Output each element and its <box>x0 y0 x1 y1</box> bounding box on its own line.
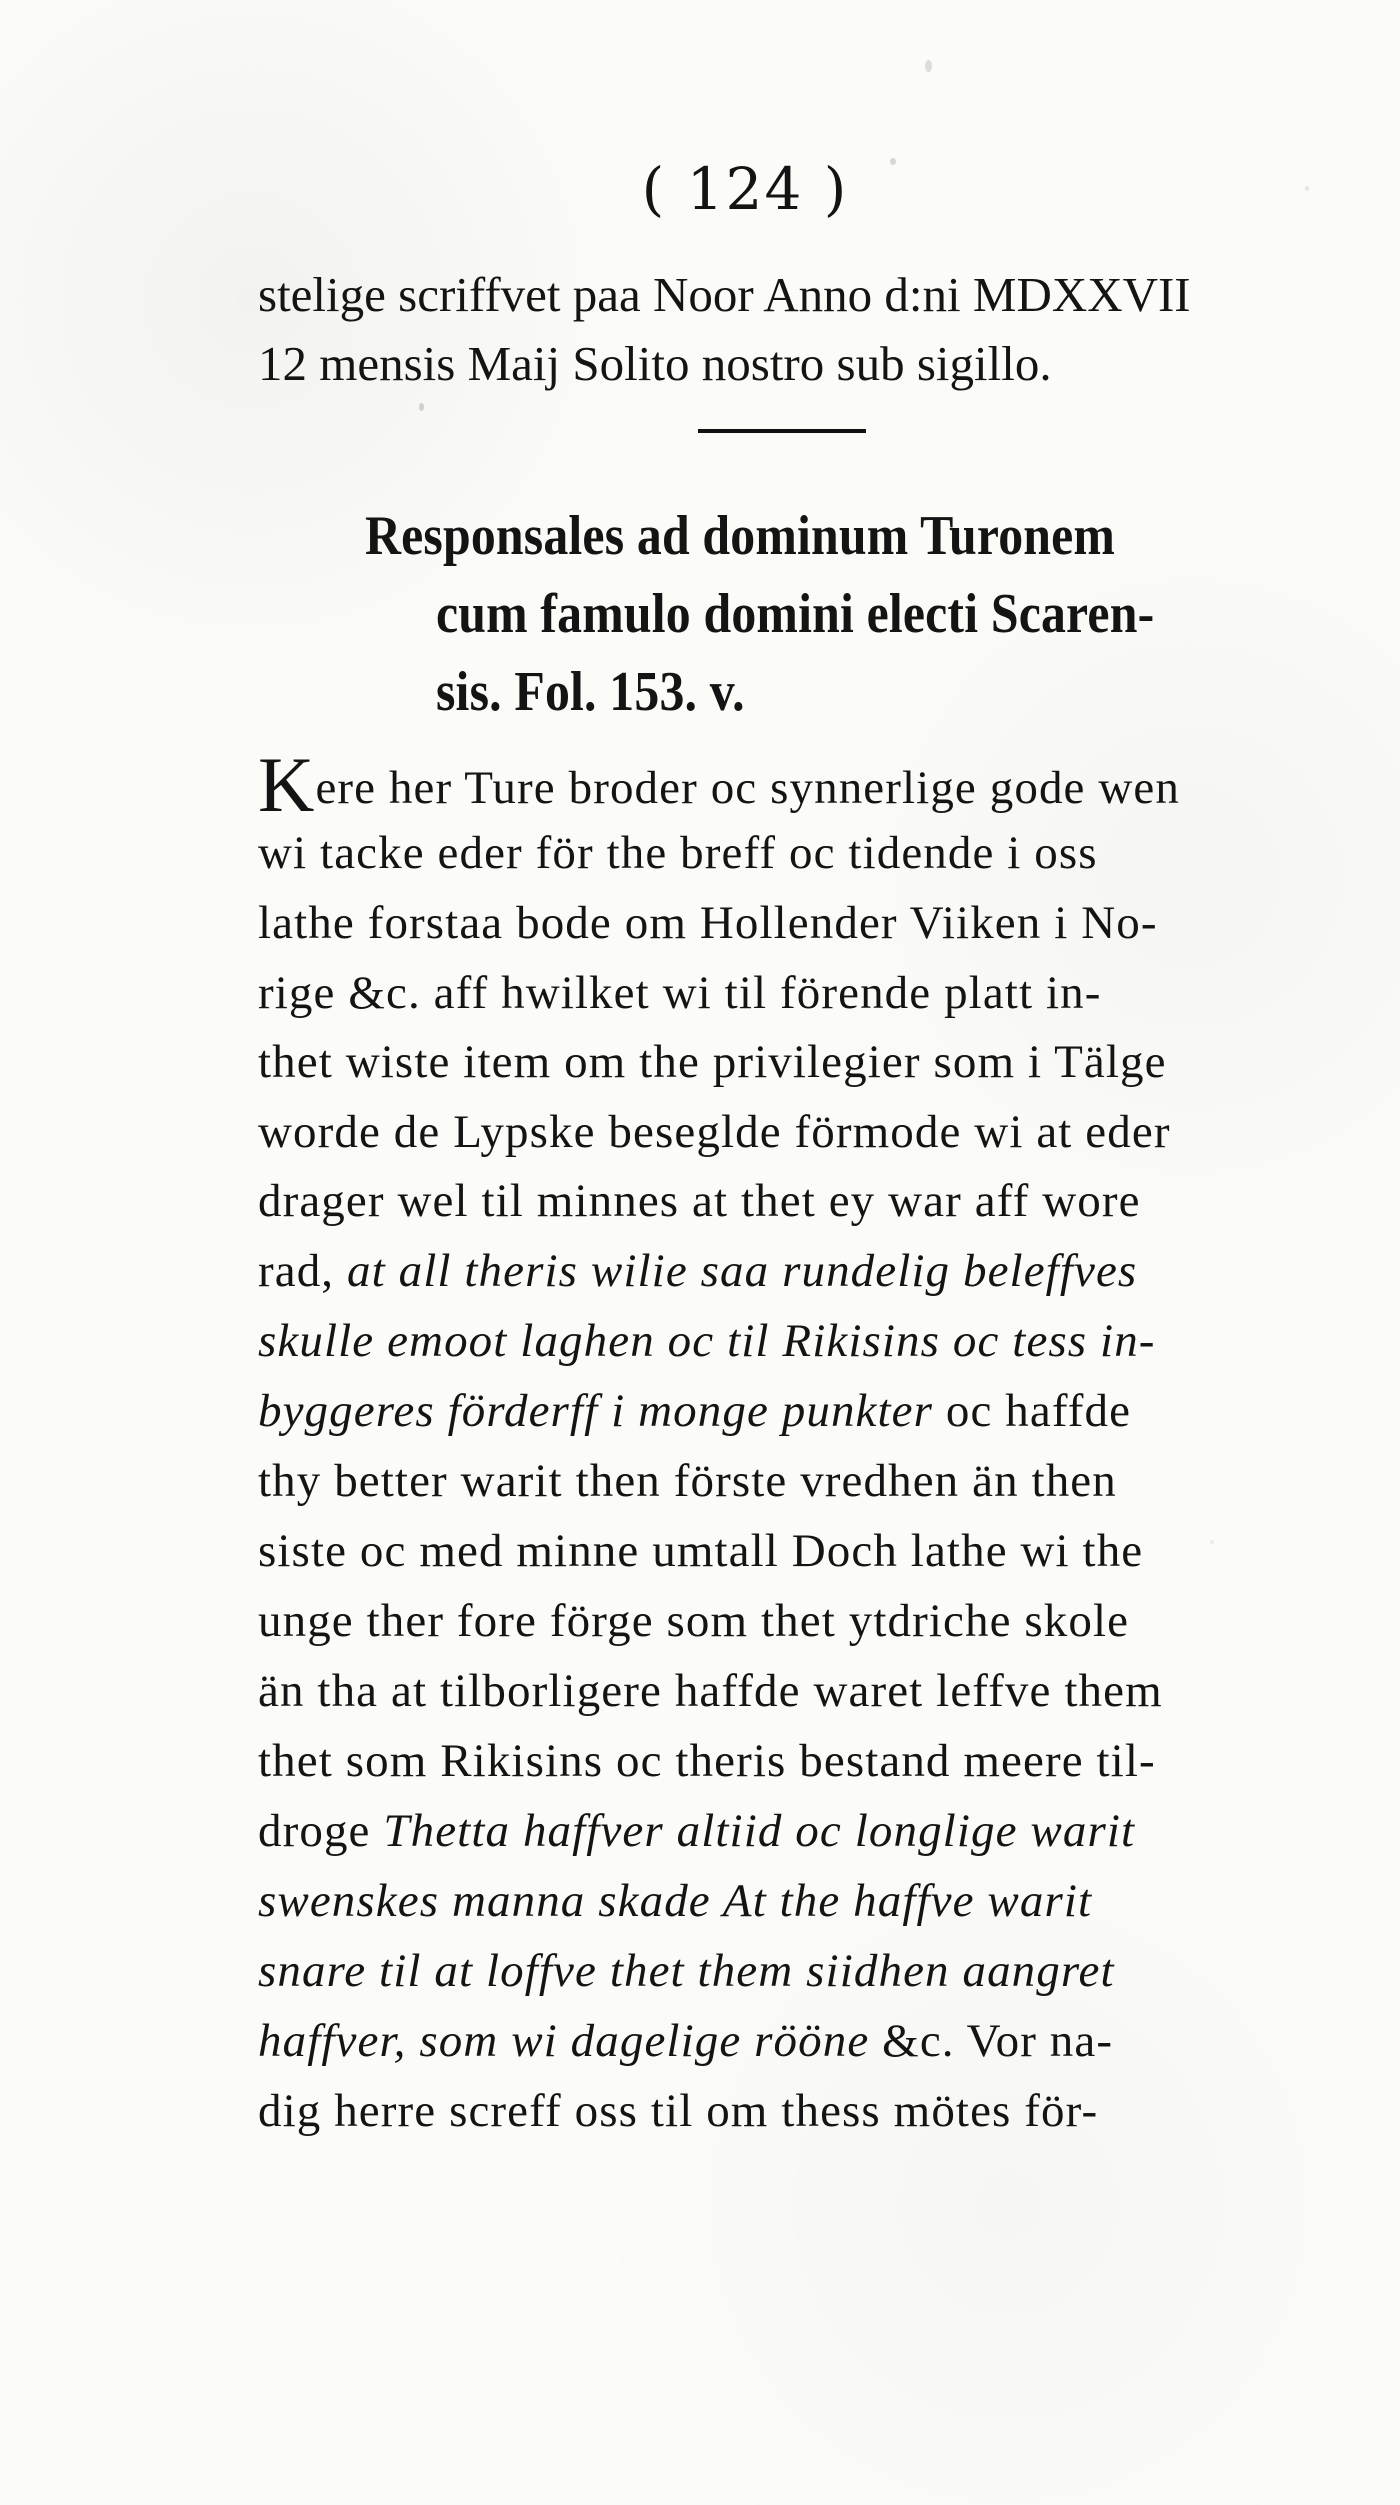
body-line-15: thet som Rikisins oc theris bestand meere til- <box>258 1735 1156 1787</box>
body-line-19-italic: haffver, som wi dagelige rööne <box>258 2015 883 2067</box>
section-divider <box>698 429 866 433</box>
body-line-8-normal: rad, <box>258 1245 348 1297</box>
body-line-8-italic: at all theris wilie saa rundelig beleffves <box>347 1245 1138 1297</box>
body-line-9: skulle emoot laghen oc til Rikisins oc tess in- <box>258 1315 1156 1367</box>
scan-speck <box>419 403 424 411</box>
body-line-7: drager wel til minnes at thet ey war aff wore <box>258 1175 1141 1227</box>
body-line-4: rige &c. aff hwilket wi til förende platt in- <box>258 967 1102 1019</box>
drop-cap: K <box>258 741 316 828</box>
scan-speck <box>1210 1540 1214 1544</box>
body-first-line-text: ere her Ture broder oc synnerlige gode wen <box>315 762 1180 814</box>
body-line-14: än tha at tilborligere haffde waret leffve them <box>258 1665 1163 1717</box>
body-line-19 <box>258 2015 1304 2067</box>
intro-line-2: 12 mensis Maij Solito nostro sub sigillo. <box>258 336 1052 391</box>
body-line-18: snare til at loffve thet them siidhen aangret <box>258 1945 1115 1997</box>
body-line-2: wi tacke eder för the breff oc tidende i oss <box>258 827 1098 879</box>
body-line-16-italic: Thetta haffver altiid oc longlige warit <box>383 1805 1136 1857</box>
heading-line-3: sis. Fol. 153. v. <box>436 661 745 723</box>
body-line-6: worde de Lypske beseglde förmode wi at eder <box>258 1106 1171 1158</box>
scan-speck <box>890 158 896 165</box>
body-line-5: thet wiste item om the privilegier som i Tälge <box>258 1036 1167 1088</box>
body-first-line <box>258 741 1304 828</box>
body-line-10-normal: oc haffde <box>945 1385 1132 1437</box>
page-number: ( 124 ) <box>641 155 849 223</box>
body-line-16-normal: droge <box>258 1805 384 1857</box>
scan-speck <box>925 60 932 72</box>
scan-speck <box>1305 186 1309 191</box>
body-line-3: lathe forstaa bode om Hollender Viiken i No- <box>258 897 1158 949</box>
body-line-17: swenskes manna skade At the haffve warit <box>258 1875 1093 1927</box>
body-line-20: dig herre screff oss til om thess mötes för- <box>258 2085 1099 2137</box>
body-line-13: unge ther fore förge som thet ytdriche skole <box>258 1595 1130 1647</box>
body-line-10 <box>258 1385 1304 1437</box>
body-line-19-normal: &c. Vor na- <box>882 2015 1114 2067</box>
body-line-16 <box>258 1805 1304 1857</box>
heading-line-2: cum famulo domini electi Scaren- <box>436 583 1155 645</box>
intro-line-1: stelige scriffvet paa Noor Anno d:ni MDXXVII <box>258 267 1191 322</box>
heading-line-1: Responsales ad dominum Turonem <box>365 505 1116 567</box>
body-line-8 <box>258 1245 1304 1297</box>
body-line-10-italic: byggeres förderff i monge punkter <box>258 1385 946 1437</box>
body-line-12: siste oc med minne umtall Doch lathe wi the <box>258 1525 1144 1577</box>
body-line-11: thy better warit then förste vredhen än then <box>258 1455 1117 1507</box>
